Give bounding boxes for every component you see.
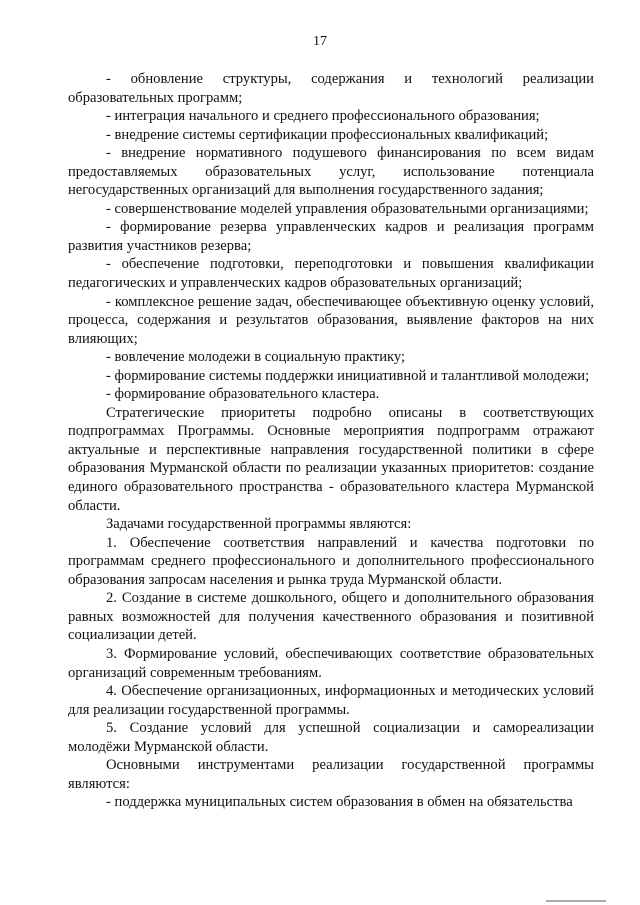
paragraph: - формирование резерва управленческих кадров и реализация программ развития участников резерва;: [68, 219, 594, 254]
paragraph: - обеспечение подготовки, переподготовки и повышения квалификации педагогических и управленческих кадров образовательных организаций;: [68, 256, 594, 292]
paragraph: 2. Создание в системе дошкольного, общего и дополнительного образования равных возможностей для получения качественного образования и позитивной социализации детей.: [68, 590, 594, 644]
paragraph: 5. Создание условий для успешной социализации и самореализации молодёжи Мурманской области.: [68, 720, 594, 755]
paragraph: 1. Обеспечение соответствия направлений и качества подготовки по программам среднего профессионального и дополнительного профессионального образования запросам населения и рынка труда Мурманской области.: [68, 534, 594, 588]
paragraph: Задачами государственной программы являются:: [106, 516, 412, 533]
paragraph: - комплексное решение задач, обеспечивающее объективную оценку условий, процесса, содержания и результатов образования, выявление факторов на них влияющих;: [68, 293, 594, 347]
paragraph: - обновление структуры, содержания и технологий реализации образовательных программ;: [68, 71, 594, 106]
page-number: 17: [313, 34, 327, 49]
paragraph: - интеграция начального и среднего профессионального образования;: [106, 108, 540, 125]
paragraph: 3. Формирование условий, обеспечивающих соответствие образовательных организаций современным требованиям.: [68, 645, 594, 681]
paragraph: Стратегические приоритеты подробно описаны в соответствующих подпрограммах Программы. Основные мероприятия подпрограмм отражают актуальные и перспективные направления государственной политики в сфере образования Мурманской области по реализации указанных приоритетов: создание единого образовательного пространства - образовательного кластера Мурманской области.: [68, 404, 594, 514]
paragraph: Основными инструментами реализации государственной программы являются:: [68, 757, 594, 792]
paragraph: - поддержка муниципальных систем образования в обмен на обязательства: [106, 794, 573, 811]
page-body: [68, 70, 594, 812]
scan-edge-mark: [546, 900, 606, 902]
paragraph: - вовлечение молодежи в социальную практику;: [106, 349, 406, 366]
paragraph: - внедрение системы сертификации профессиональных квалификаций;: [106, 126, 549, 143]
paragraph: - формирование системы поддержки инициативной и талантливой молодежи;: [106, 367, 590, 384]
paragraph: - совершенствование моделей управления образовательными организациями;: [106, 200, 589, 217]
paragraph: - внедрение нормативного подушевого финансирования по всем видам предоставляемых образовательных услуг, использование потенциала негосударственных организаций для выполнения государственного задания;: [68, 145, 594, 199]
paragraph: 4. Обеспечение организационных, информационных и методических условий для реализации государственной программы.: [68, 683, 594, 718]
paragraph: - формирование образовательного кластера.: [106, 386, 380, 403]
